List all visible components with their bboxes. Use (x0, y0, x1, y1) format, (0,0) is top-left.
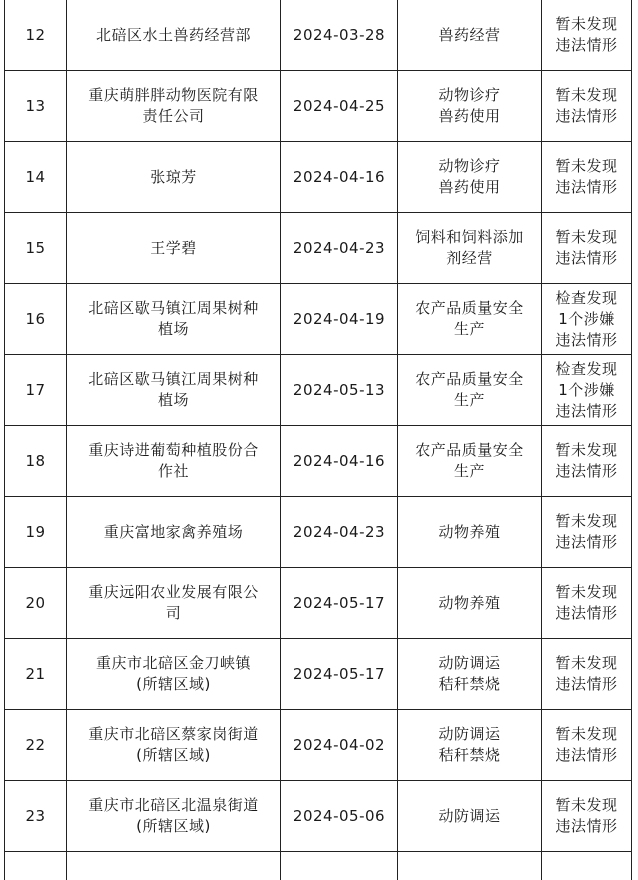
inspection-date: 2024-05-06 (292, 806, 386, 825)
row-number-cell (5, 284, 67, 355)
inspection-date-cell (281, 0, 398, 71)
table-body (5, 0, 632, 880)
inspection-result-line: 违法情形 (555, 36, 618, 54)
inspection-result-line: 违法情形 (555, 401, 618, 420)
inspection-date: 2024-04-23 (292, 238, 386, 257)
inspection-result-cell (542, 639, 632, 710)
row-number: 18 (25, 451, 46, 470)
entity-name-line: 张琼芳 (150, 167, 197, 186)
entity-name-cell (67, 639, 281, 710)
row-number: 20 (25, 593, 46, 612)
inspection-scope-cell (398, 142, 542, 213)
inspection-date: 2024-04-16 (292, 167, 386, 186)
entity-name-cell (67, 71, 281, 142)
inspection-date: 2024-04-02 (292, 735, 386, 754)
row-number: 12 (25, 25, 46, 44)
inspection-scope-line: 动物诊疗 (438, 157, 501, 175)
inspection-scope-line: 兽药使用 (438, 107, 501, 125)
inspection-result-line: 暂未发现 (555, 725, 618, 743)
entity-name-line: 王学碧 (150, 238, 197, 257)
inspection-result-line: 检查发现 (555, 359, 618, 378)
inspection-result-line: 暂未发现 (555, 157, 618, 175)
inspection-result-line: 违法情形 (555, 533, 618, 551)
inspection-result-line: 违法情形 (555, 178, 618, 196)
inspection-date-cell (281, 852, 398, 880)
row-number: 19 (25, 522, 46, 541)
inspection-date: 2024-05-13 (292, 380, 386, 399)
table-row (5, 497, 632, 568)
entity-name-line: (所辖区域) (136, 675, 211, 693)
inspection-result-line: 1个涉嫌 (558, 309, 615, 328)
entity-name-cell (67, 710, 281, 781)
row-number-cell (5, 710, 67, 781)
table-row (5, 71, 632, 142)
inspection-scope-line: 农产品质量安全 (415, 441, 524, 459)
inspection-date: 2024-04-25 (292, 96, 386, 115)
inspection-scope-cell (398, 213, 542, 284)
entity-name-line: (所辖区域) (136, 746, 211, 764)
row-number-cell (5, 639, 67, 710)
inspection-scope-line: 动物诊疗 (438, 86, 501, 104)
inspection-date-cell (281, 71, 398, 142)
inspection-result-line: 违法情形 (555, 817, 618, 835)
entity-name-line: 北碚区水土兽药经营部 (95, 25, 251, 44)
inspection-result-line: 违法情形 (555, 746, 618, 764)
table-row (5, 639, 632, 710)
table-row (5, 781, 632, 852)
inspection-scope-cell (398, 284, 542, 355)
entity-name-cell (67, 284, 281, 355)
row-number-cell (5, 852, 67, 880)
inspection-result-cell (542, 426, 632, 497)
entity-name-line: 重庆市北碚区蔡家岗街道 (88, 725, 259, 743)
inspection-date-cell (281, 781, 398, 852)
inspection-date: 2024-05-17 (292, 664, 386, 683)
inspection-result-line: 暂未发现 (555, 583, 618, 601)
inspection-scope-line: 动防调运 (438, 725, 501, 743)
entity-name-line: 作社 (157, 462, 189, 480)
inspection-scope-line: 动物养殖 (438, 593, 501, 612)
table-row (5, 284, 632, 355)
entity-name-cell (67, 0, 281, 71)
table-row (5, 710, 632, 781)
entity-name-cell (67, 568, 281, 639)
inspection-result-line: 违法情形 (555, 249, 618, 267)
entity-name-cell (67, 852, 281, 880)
inspection-result-line: 暂未发现 (555, 15, 618, 33)
inspection-date-cell (281, 142, 398, 213)
table-row (5, 852, 632, 880)
inspection-scope-line: 秸秆禁烧 (438, 746, 501, 764)
inspection-scope-line: 秸秆禁烧 (438, 675, 501, 693)
inspection-result-line: 违法情形 (555, 604, 618, 622)
inspection-scope-cell (398, 71, 542, 142)
inspection-date: 2024-05-17 (292, 593, 386, 612)
inspection-result-line: 暂未发现 (555, 796, 618, 814)
entity-name-line: 北碚区歇马镇江周果树种 (88, 370, 259, 388)
row-number: 16 (25, 309, 46, 328)
inspection-scope-cell (398, 710, 542, 781)
inspection-date-cell (281, 497, 398, 568)
row-number-cell (5, 568, 67, 639)
inspection-scope-cell (398, 426, 542, 497)
inspection-scope-line: 生产 (453, 320, 485, 338)
inspection-result-line: 检查发现 (555, 288, 618, 307)
entity-name-line: 重庆市北碚区北温泉街道 (88, 796, 259, 814)
row-number-cell (5, 355, 67, 426)
entity-name-cell (67, 426, 281, 497)
inspection-scope-line: 兽药使用 (438, 178, 501, 196)
row-number-cell (5, 71, 67, 142)
entity-name-cell (67, 213, 281, 284)
inspection-scope-line: 动物养殖 (438, 522, 501, 541)
row-number-cell (5, 781, 67, 852)
entity-name-line: 植场 (157, 320, 189, 338)
inspection-scope-cell (398, 781, 542, 852)
inspection-scope-line: 农产品质量安全 (415, 370, 524, 388)
row-number: 15 (25, 238, 46, 257)
inspection-result-cell (542, 213, 632, 284)
inspection-result-cell (542, 781, 632, 852)
inspection-scope-cell (398, 0, 542, 71)
row-number-cell (5, 0, 67, 71)
table-row (5, 0, 632, 71)
inspection-date: 2024-04-16 (292, 451, 386, 470)
entity-name-cell (67, 781, 281, 852)
row-number-cell (5, 426, 67, 497)
entity-name-line: 重庆萌胖胖动物医院有限 (88, 86, 259, 104)
inspection-result-line: 违法情形 (555, 675, 618, 693)
inspection-result-line: 违法情形 (555, 462, 618, 480)
inspection-scope-cell (398, 355, 542, 426)
entity-name-cell (67, 355, 281, 426)
inspection-result-cell (542, 710, 632, 781)
table-row (5, 426, 632, 497)
inspection-result-cell (542, 71, 632, 142)
inspection-scope-line: 兽药经营 (438, 25, 501, 44)
inspection-result-cell (542, 284, 632, 355)
row-number: 21 (25, 664, 46, 683)
entity-name-line: 重庆富地家禽养殖场 (103, 522, 244, 541)
inspection-result-line: 违法情形 (555, 107, 618, 125)
inspection-date: 2024-04-23 (292, 522, 386, 541)
inspection-date-cell (281, 213, 398, 284)
entity-name-line: (所辖区域) (136, 817, 211, 835)
entity-name-line: 重庆市北碚区金刀峡镇 (95, 654, 251, 672)
inspection-date-cell (281, 639, 398, 710)
table-row (5, 568, 632, 639)
inspection-scope-line: 生产 (453, 462, 485, 480)
inspection-result-cell (542, 497, 632, 568)
inspection-scope-cell (398, 639, 542, 710)
inspection-scope-cell (398, 852, 542, 880)
inspection-result-line: 1个涉嫌 (558, 380, 615, 399)
entity-name-line: 北碚区歇马镇江周果树种 (88, 299, 259, 317)
inspection-scope-line: 剂经营 (446, 249, 493, 267)
inspection-date-cell (281, 355, 398, 426)
inspection-result-line: 违法情形 (555, 330, 618, 349)
inspection-result-line: 暂未发现 (555, 86, 618, 104)
inspection-result-cell (542, 568, 632, 639)
inspection-scope-line: 动防调运 (438, 654, 501, 672)
inspection-result-line: 暂未发现 (555, 654, 618, 672)
inspection-date-cell (281, 284, 398, 355)
table-row (5, 213, 632, 284)
row-number-cell (5, 497, 67, 568)
inspection-result-cell (542, 355, 632, 426)
table-row (5, 355, 632, 426)
inspection-date-cell (281, 568, 398, 639)
entity-name-line: 责任公司 (142, 107, 205, 125)
inspection-date-cell (281, 426, 398, 497)
inspection-scope-line: 生产 (453, 391, 485, 409)
entity-name-cell (67, 142, 281, 213)
inspection-scope-line: 农产品质量安全 (415, 299, 524, 317)
inspection-date: 2024-04-19 (292, 309, 386, 328)
entity-name-line: 植场 (157, 391, 189, 409)
inspection-result-cell (542, 0, 632, 71)
inspection-date-cell (281, 710, 398, 781)
inspection-scope-cell (398, 497, 542, 568)
row-number-cell (5, 142, 67, 213)
inspection-scope-line: 动防调运 (438, 806, 501, 825)
entity-name-cell (67, 497, 281, 568)
row-number-cell (5, 213, 67, 284)
row-number: 23 (25, 806, 46, 825)
row-number: 17 (25, 380, 46, 399)
inspection-result-line: 暂未发现 (555, 228, 618, 246)
inspection-table (4, 0, 632, 880)
inspection-scope-cell (398, 568, 542, 639)
entity-name-line: 司 (165, 604, 182, 622)
inspection-scope-line: 饲料和饲料添加 (415, 228, 524, 246)
row-number: 22 (25, 735, 46, 754)
row-number: 14 (25, 167, 46, 186)
inspection-result-cell (542, 142, 632, 213)
inspection-result-line: 暂未发现 (555, 512, 618, 530)
inspection-date: 2024-03-28 (292, 25, 386, 44)
inspection-result-line: 暂未发现 (555, 441, 618, 459)
entity-name-line: 重庆诗进葡萄种植股份合 (88, 441, 259, 459)
table-row (5, 142, 632, 213)
row-number: 13 (25, 96, 46, 115)
inspection-result-cell (542, 852, 632, 880)
entity-name-line: 重庆远阳农业发展有限公 (88, 583, 259, 601)
